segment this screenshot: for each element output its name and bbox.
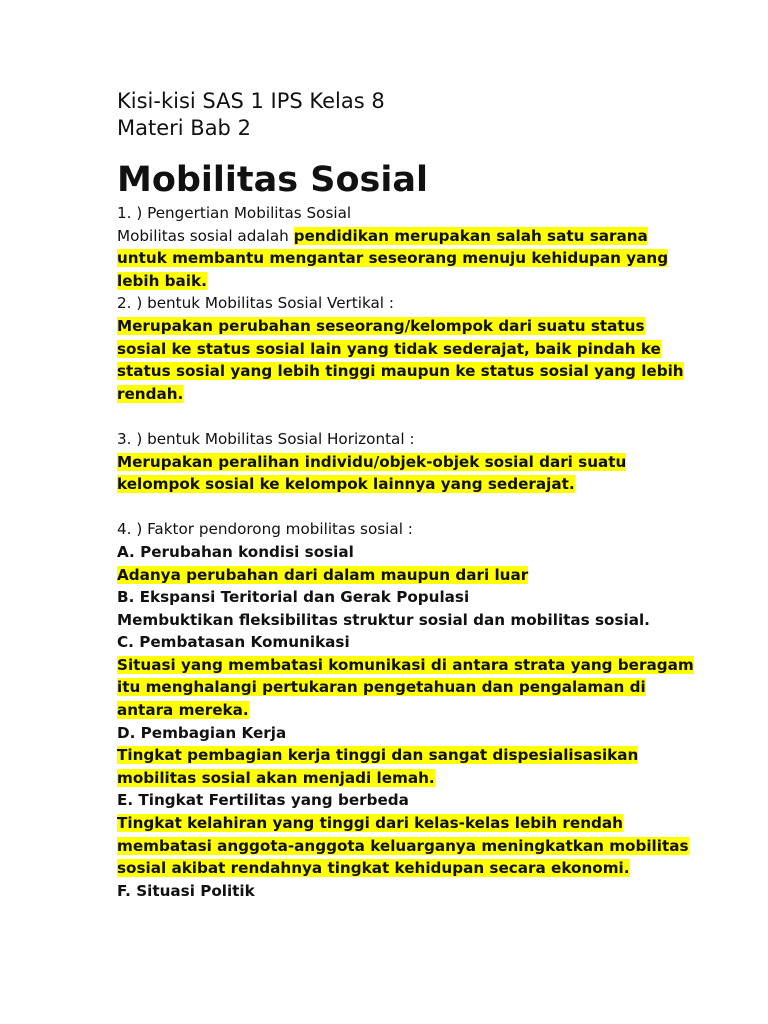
factor-d-title: D. Pembagian Kerja bbox=[117, 723, 287, 742]
factor-b-text-1: Membuktikan fleksibilitas struktur sosial dan mobilitas sosial. bbox=[117, 610, 650, 629]
factor-f-title: F. Situasi Politik bbox=[117, 881, 255, 900]
section-3-line-1 bbox=[117, 451, 717, 474]
section-1-line-2 bbox=[117, 247, 717, 270]
factor-c-title: C. Pembatasan Komunikasi bbox=[117, 633, 350, 652]
section-1-highlight-3: lebih baik. bbox=[117, 271, 207, 290]
factor-e-line-1 bbox=[117, 812, 717, 835]
factor-a-text-1: Adanya perubahan dari dalam maupun dari luar bbox=[117, 565, 529, 584]
section-1-highlight-2: untuk membantu mengantar seseorang menuju kehidupan yang bbox=[117, 249, 669, 268]
factor-e-line-2 bbox=[117, 835, 717, 858]
spacer bbox=[117, 496, 717, 519]
section-2-line-4 bbox=[117, 383, 717, 406]
factor-c-text-1: Situasi yang membatasi komunikasi di antara strata yang beragam bbox=[117, 655, 694, 674]
section-2-line-1 bbox=[117, 315, 717, 338]
factor-e-title: E. Tingkat Fertilitas yang berbeda bbox=[117, 791, 409, 810]
section-1-highlight-1: pendidikan merupakan salah satu sarana bbox=[293, 226, 648, 245]
factor-c-line-1 bbox=[117, 654, 717, 677]
header-line-1: Kisi-kisi SAS 1 IPS Kelas 8 bbox=[117, 89, 385, 113]
factor-d-line-1 bbox=[117, 744, 717, 767]
section-1-line-1 bbox=[117, 225, 717, 248]
factor-c-text-2: itu menghalangi pertukaran pengetahuan dan pengalaman di bbox=[117, 678, 646, 697]
factor-e-text-3: sosial akibat rendahnya tingkat kehidupan secara ekonomi. bbox=[117, 859, 630, 878]
section-1-line-3 bbox=[117, 270, 717, 293]
section-2-text-4: rendah. bbox=[117, 384, 184, 403]
section-2-line-2 bbox=[117, 338, 717, 361]
factor-c-line-2 bbox=[117, 676, 717, 699]
factor-d-line-2 bbox=[117, 767, 717, 790]
factor-b-title: B. Ekspansi Teritorial dan Gerak Populasi bbox=[117, 588, 470, 607]
section-1-heading: 1. ) Pengertian Mobilitas Sosial bbox=[117, 204, 352, 222]
spacer bbox=[117, 405, 717, 428]
document-header bbox=[117, 88, 717, 142]
factor-d-text-2: mobilitas sosial akan menjadi lemah. bbox=[117, 768, 435, 787]
factor-e-text-1: Tingkat kelahiran yang tinggi dari kelas-kelas lebih rendah bbox=[117, 814, 623, 833]
section-2-text-1: Merupakan perubahan seseorang/kelompok dari suatu status bbox=[117, 316, 645, 335]
section-3-text-1: Merupakan peralihan individu/objek-objek sosial dari suatu bbox=[117, 452, 627, 471]
section-2-line-3 bbox=[117, 360, 717, 383]
document-page bbox=[117, 88, 717, 902]
section-3-text-2: kelompok sosial ke kelompok lainnya yang sederajat. bbox=[117, 475, 575, 494]
section-4-heading: 4. ) Faktor pendorong mobilitas sosial : bbox=[117, 520, 413, 539]
page-title: Mobilitas Sosial bbox=[117, 160, 428, 200]
document-body bbox=[117, 202, 717, 902]
section-1-lead: Mobilitas sosial adalah bbox=[117, 226, 294, 245]
factor-c-line-3 bbox=[117, 699, 717, 722]
factor-e-text-2: membatasi anggota-anggota keluarganya meningkatkan mobilitas bbox=[117, 836, 689, 855]
section-2-text-3: status sosial yang lebih tinggi maupun ke status sosial yang lebih bbox=[117, 362, 684, 381]
section-2-heading: 2. ) bentuk Mobilitas Sosial Vertikal : bbox=[117, 294, 394, 313]
header-line-2: Materi Bab 2 bbox=[117, 116, 251, 140]
section-3-line-2 bbox=[117, 473, 717, 496]
factor-d-text-1: Tingkat pembagian kerja tinggi dan sangat dispesialisasikan bbox=[117, 746, 639, 765]
factor-c-text-3: antara mereka. bbox=[117, 701, 249, 720]
section-3-heading: 3. ) bentuk Mobilitas Sosial Horizontal : bbox=[117, 429, 415, 448]
factor-a-title: A. Perubahan kondisi sosial bbox=[117, 542, 354, 561]
factor-e-line-3 bbox=[117, 857, 717, 880]
factor-a-line-1 bbox=[117, 564, 717, 587]
section-2-text-2: sosial ke status sosial lain yang tidak sederajat, baik pindah ke bbox=[117, 339, 661, 358]
